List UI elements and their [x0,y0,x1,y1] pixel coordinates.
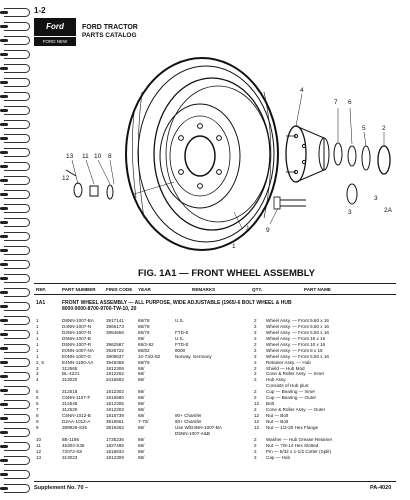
binding-coil [4,386,30,395]
callout-2a: 2A [384,207,392,214]
cell-qty: 2 [254,318,257,323]
cell-part-number: 45304-S36 [62,442,85,448]
callout-5: 5 [362,125,366,132]
catalog-subtitle: PARTS CATALOG [82,32,137,39]
cell-remarks: 8000 [175,347,186,353]
cell-part-name: Cap — Hub [266,454,291,460]
cell-qty: 12 [254,424,260,430]
cell-qty: 2 [254,359,257,365]
callout-11: 11 [82,153,89,160]
cell-year: 68/78 [138,318,150,323]
supplement-number: Supplement No. 70 – [34,485,89,491]
cell-part-number: 312518 [62,389,78,395]
cell-part-number: D8NN-1007-BA [62,318,94,323]
cell-year: 68/ [138,365,145,371]
cell-qty: 12 [254,413,260,418]
cell-remarks: Use W/D4NN-1007-BA [175,424,222,430]
cell-ref: 8 [36,413,39,418]
logo-new-holland: FORD NEW HOLLAND [34,37,76,46]
cell-part-number: E4NN-1190-AA [62,359,94,365]
cell-part-name: Pin — 5/32 x 1-1/2 Cotter (Split) [266,448,332,454]
cell-part-name: Wheel Assy. — Front 5.50 x 16 [266,318,329,323]
callout-10: 10 [94,153,102,160]
binding-coil [4,134,30,143]
binding-coil [4,288,30,297]
cell-finis-code: 1812306 [106,365,124,371]
cell-ref: 1 [36,347,39,353]
cell-year: 68/ [138,442,145,448]
cell-part-number: C5NN-1012-B [62,413,91,418]
cell-qty: 2 [254,377,257,383]
cell-part-number: D5NN-1007-R [62,341,92,347]
callout-3-lower: 3 [348,209,352,216]
binding-coil [4,92,30,101]
cell-ref: 10 [36,436,42,442]
cell-year: 68/2-82 [138,341,154,347]
callout-12: 12 [62,175,70,182]
cell-ref: 5 [36,401,39,407]
figure-title: FIG. 1A1 — FRONT WHEEL ASSEMBLY [138,268,316,279]
parts-table [34,318,396,461]
col-finis-code: FINIS CODE [106,287,133,292]
cell-ref: 9 [36,418,39,424]
cell-remarks: FTD-E [175,341,189,347]
catalog-title: FORD TRACTOR [82,24,138,31]
cell-remarks: U.S. [175,318,184,323]
cell-qty: 2 [254,389,257,395]
cell-part-name: Retainer Assy. — Hub [266,359,311,365]
cell-qty: 2 [254,347,257,353]
binding-coil [4,22,30,31]
cell-finis-code: 1735236 [106,436,124,442]
binding-coil [4,8,30,17]
binding-coil [4,330,30,339]
cell-finis-code: 1812303 [106,407,124,413]
rim-lip [138,66,274,242]
cell-part-name: Cup — Bearing — Inner [266,389,316,395]
cell-finis-code: 1812305 [106,401,124,407]
binding-coil [4,64,30,73]
cell-qty: 2 [254,395,257,401]
spiral-binding [0,0,30,500]
cell-part-number: D2NN-1007-N [62,329,92,335]
cell-finis-code: 3919262 [106,424,124,430]
binding-coil [4,484,30,493]
cell-part-name: Wheel Assy. — Front 16 x 16 [266,335,326,341]
center-hole [185,136,215,176]
wheel-disc [160,104,240,208]
callout-3: 3 [374,195,378,202]
cell-year: 68/82 [138,347,150,353]
binding-coil [4,470,30,479]
cell-year: 68/ [138,454,145,460]
cell-part-name: Cone & Roller Assy. — Outer [266,407,326,413]
cell-part-number: BL-4221 [62,371,80,377]
rim-inner [154,78,270,230]
cell-part-number: D2AA-1012-A [62,418,91,424]
cell-part-number: 313020 [62,377,78,383]
cell-qty: 12 [254,401,260,407]
callout-9: 9 [266,227,270,234]
cell-part-number: E0NN-1007-G [62,353,92,359]
col-remarks: REMARKS [192,287,216,292]
cell-year: 68/ [138,407,145,413]
cell-year: 68/ [138,395,145,401]
inner-cup [347,184,357,204]
cell-part-number: E0NN-1007-NA [62,347,94,353]
table-header-rule [34,294,396,295]
logo-ford: Ford [34,18,76,36]
outer-cup [348,146,356,166]
cell-part-number: 8B-1195 [62,436,80,442]
table-bottom-rule [34,481,396,482]
cell-remarks: U.S. [175,335,184,341]
cell-remarks: 60+ Chamfer [175,418,202,424]
cell-finis-code: 1812262 [106,371,124,377]
cell-finis-code: 3909537 [106,353,124,359]
binding-coil [4,148,30,157]
cell-ref: 1 [36,329,39,335]
wheel-assembly-diagram [34,52,404,260]
binding-coil [4,442,30,451]
cell-finis-code: 3966173 [106,323,124,329]
col-year: YEAR [138,287,151,292]
callout-1-right: 1 [246,225,250,232]
cell-part-number: 312548 [62,401,78,407]
cell-ref: 1 [36,318,39,323]
binding-coil [4,260,30,269]
col-qty: QTY. [252,287,263,292]
cell-qty: 2 [254,371,257,377]
binding-coil [4,162,30,171]
cell-part-name: Bolt [266,401,274,407]
cell-year: 68/ [138,448,145,454]
cell-part-number: 312565 [62,365,78,371]
binding-coil [4,50,30,59]
cell-ref: 1 [36,323,39,329]
cell-part-number: 312520 [62,407,78,413]
cell-part-number: 72072-S8 [62,448,82,454]
binding-coil [4,176,30,185]
catalog-code: PA-4020 [370,485,392,491]
assembly-title: FRONT WHEEL ASSEMBLY — ALL PURPOSE, WIDE ADJUSTABLE (1965/-6 BOLT WHEEL & HUB [62,300,292,306]
cell-qty: 2 [254,365,257,371]
cell-part-name: Cone & Roller Assy. — Inner [266,371,325,377]
cell-ref: 1 [36,341,39,347]
cell-qty: 2 [254,454,257,460]
cell-qty: 2 [254,448,257,454]
cell-qty: 2 [254,436,257,442]
col-part-number: PART NUMBER [62,287,96,292]
cell-part-name: Shield — Hub Mod [266,365,305,371]
cell-ref: 11 [36,442,41,448]
cell-year: 68/ [138,413,145,418]
cell-remarks: 90+ Chamfer [175,413,202,418]
col-part-name: PART NAME [304,287,331,292]
callout-13: 13 [66,153,74,160]
catalog-page [30,0,410,500]
cell-part-name: Nut — 7/8-14 Hex Slotted [266,442,319,448]
cell-ref: 7 [36,407,39,413]
page-number: 1-2 [34,6,46,15]
cell-ref: 1 [36,353,39,359]
cell-part-name: Wheel Assy. — Front 5.50 x 16 [266,323,329,329]
outer-cone [334,143,342,165]
binding-coil [4,400,30,409]
col-ref: REF. [36,287,46,292]
cell-qty: 2 [254,407,257,413]
callout-2: 2 [382,125,386,132]
cell-qty: 2 [254,329,257,335]
cell-part-number: 313023 [62,454,78,460]
binding-coil [4,232,30,241]
cell-finis-code: 3917141 [106,318,124,323]
cell-year: 68/ [138,371,145,377]
rim-outer [126,58,278,250]
table-top-rule [34,283,396,284]
cell-year: 7-70/ [138,418,149,424]
cell-finis-code: 3926722 [106,347,124,353]
cell-year: 68/78 [138,329,150,335]
cell-finis-code: 3918561 [106,418,124,424]
binding-coil [4,316,30,325]
callout-7: 7 [334,99,338,106]
table-row [34,455,396,461]
binding-coil [4,218,30,227]
cell-ref: 5 [36,389,39,395]
cell-finis-code: 1816834 [106,448,124,454]
cell-finis-code: 3416582 [106,377,124,383]
cell-year: 68/ [138,377,145,383]
cell-qty: 2 [254,442,257,448]
cell-finis-code: 3948358 [106,359,124,365]
binding-coil [4,78,30,87]
cell-finis-code: 1827495 [106,442,124,448]
cell-qty: 2 [254,353,257,359]
binding-coil [4,106,30,115]
binding-coil [4,428,30,437]
cell-part-number: D4NN-1007-N [62,323,92,329]
cell-year: 68/78 [138,359,150,365]
cell-remarks: D5NN-1007-A&B [175,430,210,436]
cell-remarks: FTD-E [175,329,189,335]
binding-coil [4,274,30,283]
assembly-ref: 1A1 [36,300,46,306]
cell-part-name: Nut — 1/2-20 Hex Flange [266,424,319,430]
cell-finis-code: 1815739 [106,413,124,418]
cell-ref: 2, S [36,359,45,365]
cell-ref: 5 [36,395,39,401]
cell-year: 69/ [138,335,145,341]
cell-finis-code: 1816580 [106,395,124,401]
cell-part-number: C5NN-1107-F [62,395,91,401]
cell-qty: 2 [254,323,257,329]
hub-cap [74,183,82,197]
cell-year: 68/ [138,401,145,407]
binding-coil [4,344,30,353]
binding-coil [4,246,30,255]
cell-part-name: Consists of Hub plus: [266,383,310,389]
cell-year: 68/ [138,424,145,430]
cell-finis-code: 3954656 [106,329,124,335]
cell-ref: 1 [36,335,39,341]
cell-year: 68/ [138,389,145,395]
cell-qty: 2 [254,335,257,341]
cell-part-name: Wheel Assy. — Front 5.50 x 16 [266,329,329,335]
assembly-models: 8000-9000-8700-9700-TW-10, 20 [62,306,137,312]
cell-year: 10-73/2-82 [138,353,161,359]
binding-coil [4,456,30,465]
cell-ref: 4 [36,377,39,383]
binding-coil [4,414,30,423]
cell-ref: 3 [36,365,39,371]
cell-part-name: Wheel Assy. — Front 10 x 16 [266,341,326,347]
cell-qty: 2 [254,341,257,347]
binding-coil [4,204,30,213]
callout-1-bottom: 1 [232,243,236,250]
cell-qty: 12 [254,418,260,424]
rim-well [166,86,270,222]
hub-nut [90,186,98,196]
cell-ref: 9 [36,424,39,430]
cell-part-name: Cup — Bearing — Outer [266,395,317,401]
cell-year: 68/ [138,436,145,442]
cell-part-name: Wheel Assy. — Front 5.50 x 16 [266,353,329,359]
grease-washer [107,185,113,199]
callout-8: 8 [108,153,112,160]
cell-part-name: Nut — Bolt [266,418,289,424]
binding-coil [4,120,30,129]
cell-ref: 3 [36,371,39,377]
binding-coil [4,372,30,381]
binding-coil [4,36,30,45]
callout-6: 6 [348,99,352,106]
cell-part-name: Nut — Bolt [266,413,289,418]
cell-part-name: Wheel Assy. — Front 8 x 16 [266,347,323,353]
cell-ref: 13 [36,454,42,460]
cell-finis-code: 1812302 [106,389,124,395]
ford-logo [34,18,76,53]
shield [362,146,370,170]
retainer [378,146,390,174]
cell-part-name: Washer — Hub Grease Retainer [266,436,333,442]
binding-coil [4,358,30,367]
cell-part-number: D5NN-1007-B [62,335,91,341]
cell-finis-code: 1812309 [106,454,124,460]
callout-4: 4 [300,87,304,94]
cell-remarks: Norway, Germany [175,353,212,359]
cell-part-name: Hub Assy. [266,377,287,383]
binding-coil [4,190,30,199]
cell-finis-code: 3962587 [106,341,124,347]
binding-coil [4,302,30,311]
cell-ref: 12 [36,448,42,454]
cell-year: 68/78 [138,323,150,329]
cell-part-number: 389926-S36 [62,424,88,430]
